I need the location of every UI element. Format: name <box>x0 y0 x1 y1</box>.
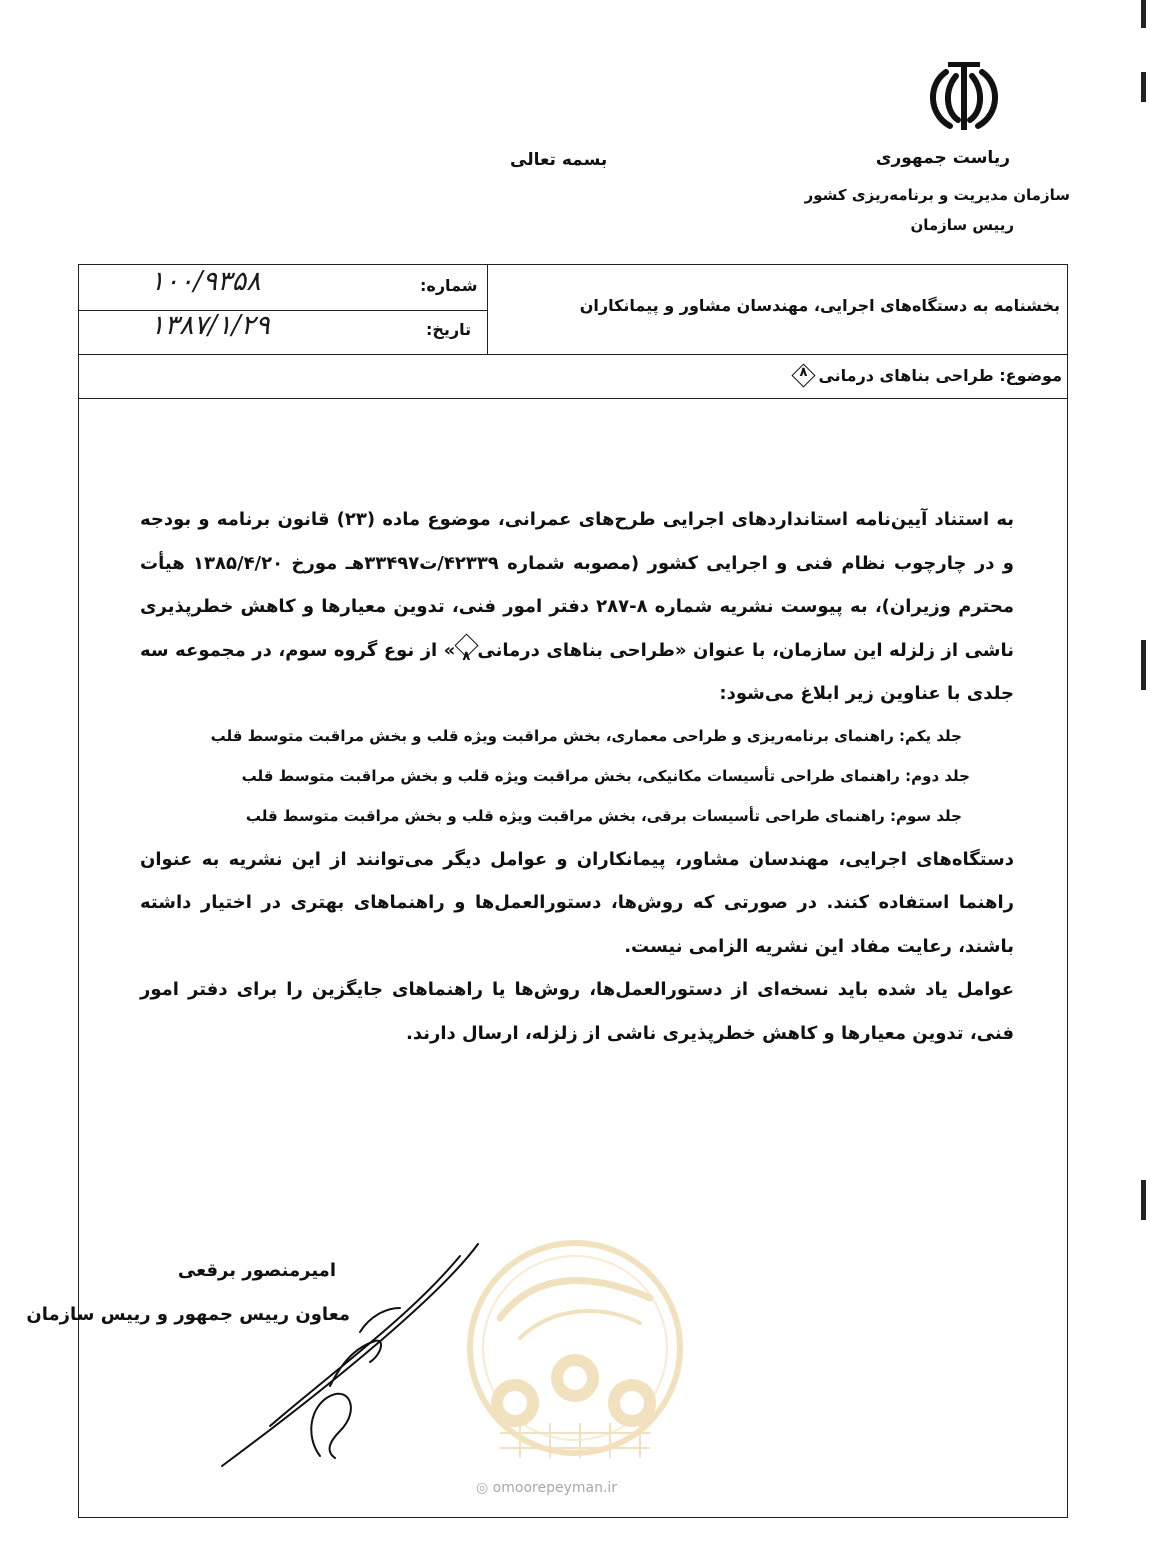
body-badge-number: ۸ <box>462 648 471 664</box>
number-value: ۱۰۰/۹۳۵۸ <box>150 266 261 297</box>
watermark-site: ◎ omoorepeyman.ir <box>476 1480 618 1496</box>
org-presidency: ریاست جمهوری <box>875 148 1010 168</box>
body-paragraph-3: عوامل یاد شده باید نسخه‌ای از دستورالعمل‌ها، روش‌ها یا راهنماهای جایگزین را برای دفتر امور فنی، تدوین معیارها و کاهش خطرپذیری ناشی از زلزله، ارسال دارند. <box>140 979 1014 1044</box>
volume-2: جلد دوم: راهنمای طراحی تأسیسات مکانیکی، بخش مراقبت ویژه قلب و بخش مراقبت متوسط قلب <box>241 766 970 785</box>
body-paragraph-1-end: » از نوع گروه سوم، در مجموعه سه جلدی با عناوین زیر ابلاغ می‌شود: <box>140 639 1014 704</box>
divider <box>78 398 1068 399</box>
divider <box>78 310 488 311</box>
subject-line <box>792 364 1062 386</box>
volume-3: جلد سوم: راهنمای طراحی تأسیسات برقی، بخش مراقبت ویژه قلب و بخش مراقبت متوسط قلب <box>245 806 962 825</box>
org-name: سازمان مدیریت و برنامه‌ریزی کشور <box>804 186 1070 204</box>
number-label: شماره: <box>420 276 478 295</box>
date-value: ۱۳۸۷/۱/۲۹ <box>150 310 270 341</box>
signatory-name: امیرمنصور برقعی <box>177 1260 336 1281</box>
basmala: بسمه تعالی <box>510 150 608 170</box>
handwritten-signature <box>210 1236 510 1476</box>
watermark-site-text: omoorepeyman.ir <box>492 1480 618 1496</box>
date-label: تاریخ: <box>426 320 472 339</box>
body-paragraph-2: دستگاه‌های اجرایی، مهندسان مشاور، پیمانکاران و عوامل دیگر می‌توانند از این نشریه به عنوان راهنما استفاده کنند. در صورتی که روش‌ها، دستورالعمل‌ها و راهنماهای بهتری در اختیار داشته باشند، رعایت مفاد این نشریه الزامی نیست. <box>140 848 1014 957</box>
binding-mark <box>1141 0 1146 28</box>
divider <box>487 264 488 354</box>
iran-emblem-icon <box>918 60 1010 140</box>
subject-text: موضوع: طراحی بناهای درمانی <box>818 365 1062 385</box>
divider <box>78 354 1068 355</box>
binding-mark <box>1141 640 1146 690</box>
body-paragraph-1: به استناد آیین‌نامه استانداردهای اجرایی طرح‌های عمرانی، موضوع ماده (۲۳) قانون برنامه و بودجه و در چارچوب نظام فنی و اجرایی کشور (مصوبه شماره ۴۲۳۳۹/ت۳۳۴۹۷هـ مورخ ۱۳۸۵/۴/۲۰ هیأت محترم وزیران)، به پیوست نشریه شماره ۸-۲۸۷ دفتر امور فنی، تدوین معیارها و کاهش خطرپذیری ناشی از زلزله این سازمان، با عنوان «طراحی بناهای درمانی <box>140 509 1015 661</box>
org-head: رییس سازمان <box>910 216 1014 234</box>
diamond-badge-icon <box>455 634 477 664</box>
signatory-title: معاون رییس جمهور و رییس سازمان <box>26 1304 350 1325</box>
volume-1: جلد یکم: راهنمای برنامه‌ریزی و طراحی معماری، بخش مراقبت ویژه قلب و بخش مراقبت متوسط قلب <box>210 726 962 745</box>
binding-mark <box>1141 72 1146 102</box>
subject-badge-number: ۸ <box>799 365 808 380</box>
binding-mark <box>1141 1180 1146 1220</box>
body-paragraph <box>140 498 1014 716</box>
letter-body <box>140 498 1014 1055</box>
addressee: بخشنامه به دستگاه‌های اجرایی، مهندسان مشاور و پیمانکاران <box>579 296 1060 315</box>
diamond-badge-icon <box>792 364 814 386</box>
